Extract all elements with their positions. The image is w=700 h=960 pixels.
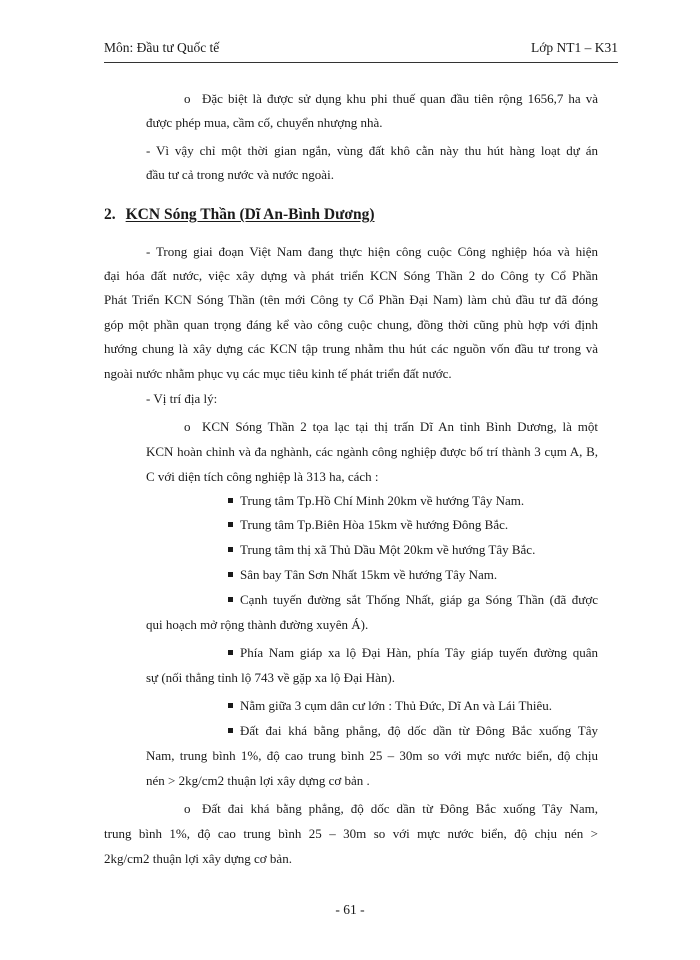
square-item: Sân bay Tân Sơn Nhất 15km về hướng Tây Nam.: [240, 567, 498, 582]
header-class: Lớp NT1 – K31: [530, 40, 618, 55]
section-title: [104, 205, 375, 225]
square-item: Trung tâm Tp.Biên Hòa 15km về hướng Đông Bắc.: [240, 517, 509, 532]
square-bullet-icon: [228, 572, 233, 577]
square-item: Đất đai khá bằng phẳng, độ dốc dần từ Đông Bắc xuống Tây: [240, 723, 598, 738]
final-line: 2kg/cm2 thuận lợi xây dựng cơ bản.: [104, 851, 292, 866]
square-item: Phía Nam giáp xa lộ Đại Hàn, phía Tây giáp tuyến đường quân: [240, 645, 598, 660]
paragraph-line: hướng chung là xây dựng các KCN tập trung nhằm thu hút các nguồn vốn đầu tư trong và: [104, 341, 598, 356]
bullet-o-marker: o: [184, 419, 191, 434]
square-bullet-icon: [228, 703, 233, 708]
square-item-cont: nén > 2kg/cm2 thuận lợi xây dựng cơ bản .: [146, 773, 370, 788]
paragraph-line: - Trong giai đoạn Việt Nam đang thực hiện công cuộc Công nghiệp hóa và hiện: [146, 244, 598, 259]
bullet-o-marker: o: [184, 91, 191, 106]
square-bullet-icon: [228, 498, 233, 503]
square-item: Trung tâm Tp.Hồ Chí Minh 20km về hướng Tây Nam.: [240, 493, 525, 508]
square-bullet-icon: [228, 728, 233, 733]
square-item-cont: Nam, trung bình 1%, độ cao trung bình 25 – 30m so với mực nước biển, độ chịu: [146, 748, 598, 763]
square-item: Cạnh tuyến đường sắt Thống Nhất, giáp ga Sóng Thần (đã được: [240, 592, 598, 607]
paragraph-line: đại hóa đất nước, việc xây dựng và phát triển KCN Sóng Thần 2 do Công ty Cổ Phần: [104, 268, 598, 283]
location-line: KCN hoàn chỉnh và đa nghành, các ngành công nghiệp được bố trí thành 3 cụm A, B,: [146, 444, 598, 459]
bullet-o-marker: o: [184, 801, 191, 816]
header-rule: [104, 62, 618, 63]
paragraph-line: ngoài nước nhằm phục vụ các mục tiêu kinh tế phát triển đất nước.: [104, 366, 452, 381]
paragraph-line: Phát Triển KCN Sóng Thần (tên mới Công ty Cổ Phần Đại Nam) làm chủ đầu tư đã đóng: [104, 292, 598, 307]
final-line: trung bình 1%, độ cao trung bình 25 – 30m so với mực nước biển, độ chịu nén >: [104, 826, 598, 841]
square-bullet-icon: [228, 522, 233, 527]
paragraph-line: góp một phần quan trọng đáng kể vào công cuộc chung, đồng thời cũng phù hợp với định: [104, 317, 598, 332]
header-course: Môn: Đầu tư Quốc tế: [104, 40, 220, 55]
square-bullet-icon: [228, 547, 233, 552]
square-bullet-icon: [228, 597, 233, 602]
square-item: Nằm giữa 3 cụm dân cư lớn : Thủ Đức, Dĩ An và Lái Thiêu.: [240, 698, 553, 713]
final-line: Đất đai khá bằng phẳng, độ dốc dần từ Đông Bắc xuống Tây Nam,: [202, 801, 598, 816]
page-header: [104, 38, 618, 58]
intro-dash-line: đầu tư cả trong nước và nước ngoài.: [146, 167, 334, 182]
page-number: - 61 -: [335, 902, 365, 917]
section-title-text: KCN Sóng Thần (Dĩ An-Bình Dương): [125, 206, 375, 223]
intro-bullet-line: Đặc biệt là được sử dụng khu phi thuế quan đầu tiên rộng 1656,7 ha và: [202, 91, 598, 106]
square-item: Trung tâm thị xã Thủ Dầu Một 20km về hướng Tây Bắc.: [240, 542, 536, 557]
intro-dash-line: - Vì vậy chỉ một thời gian ngắn, vùng đất khô cằn này thu hút hàng loạt dự án: [146, 143, 598, 158]
location-label: - Vị trí địa lý:: [146, 391, 218, 406]
section-number: 2.: [104, 206, 116, 223]
location-line: C với diện tích công nghiệp là 313 ha, cách :: [146, 469, 379, 484]
location-line: KCN Sóng Thần 2 tọa lạc tại thị trấn Dĩ An tỉnh Bình Dương, là một: [202, 419, 598, 434]
square-item-cont: sự (nối thẳng tỉnh lộ 743 về gặp xa lộ Đại Hàn).: [146, 670, 395, 685]
square-bullet-icon: [228, 650, 233, 655]
intro-bullet-line: được phép mua, cầm cố, chuyển nhượng nhà.: [146, 115, 383, 130]
square-item-cont: qui hoạch mở rộng thành đường xuyên Á).: [146, 617, 369, 632]
